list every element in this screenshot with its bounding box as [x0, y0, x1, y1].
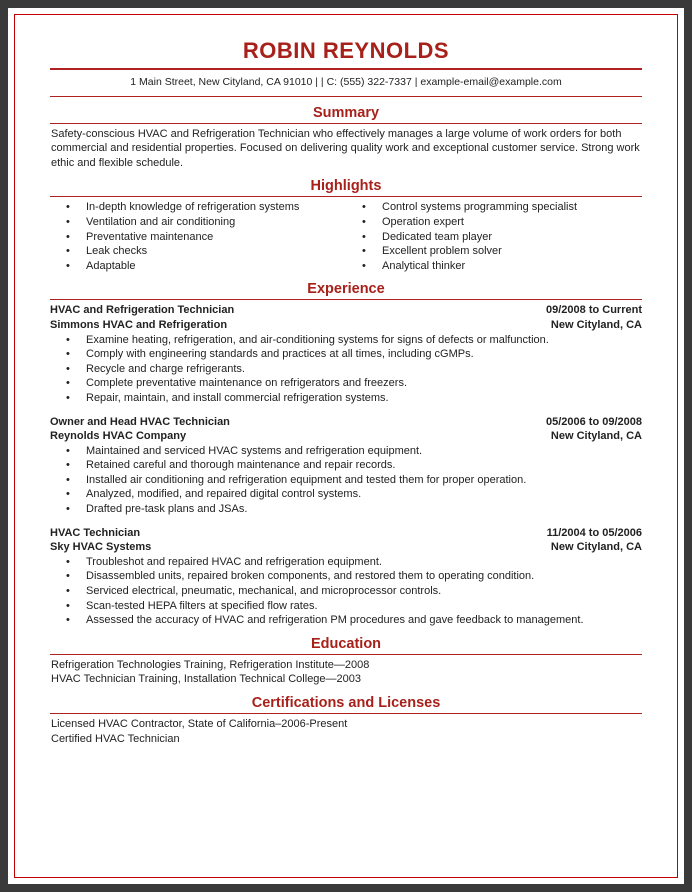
- job-bullet: • Assessed the accuracy of HVAC and refrigeration PM procedures and gave feedback to management.: [50, 613, 642, 628]
- job-company: Reynolds HVAC Company: [50, 430, 187, 443]
- job-entry: [50, 526, 642, 628]
- section-rule: [50, 654, 642, 655]
- job-company-row: [50, 540, 642, 555]
- job-company: Simmons HVAC and Refrigeration: [50, 318, 228, 331]
- job-entry: [50, 303, 642, 405]
- highlights-columns: [50, 200, 642, 273]
- job-location: New Cityland, CA: [550, 430, 642, 443]
- highlight-item: • Dedicated team player: [346, 230, 642, 245]
- job-title-row: [50, 526, 642, 541]
- job-bullet: • Repair, maintain, and install commercial refrigeration systems.: [50, 391, 642, 406]
- education-line: HVAC Technician Training, Installation Technical College—2003: [51, 673, 362, 686]
- highlight-item: • Control systems programming specialist: [346, 200, 642, 215]
- section-title-highlights: Highlights: [310, 178, 382, 195]
- summary-text: Safety-conscious HVAC and Refrigeration Technician who effectively manages a large volume of work orders for both commercial and residential properties. Focused on delivering quality work and exceptional customer service. Strong work ethic and flexible schedule.: [51, 127, 640, 169]
- job-company-row: [50, 318, 642, 333]
- certification-line: Certified HVAC Technician: [51, 732, 180, 745]
- job-bullet: • Maintained and serviced HVAC systems and refrigeration equipment.: [50, 444, 642, 459]
- highlight-item: • In-depth knowledge of refrigeration systems: [50, 200, 346, 215]
- section-rule: [50, 123, 642, 124]
- job-bullet: • Serviced electrical, pneumatic, mechanical, and microprocessor controls.: [50, 584, 642, 599]
- job-bullet: • Disassembled units, repaired broken components, and restored them to operating condition.: [50, 569, 642, 584]
- highlight-item: • Adaptable: [50, 259, 346, 274]
- highlight-item: • Leak checks: [50, 244, 346, 259]
- job-bullet: • Comply with engineering standards and practices at all times, including cGMPs.: [50, 347, 642, 362]
- job-dates: 11/2004 to 05/2006: [546, 526, 642, 539]
- job-company-row: [50, 429, 642, 444]
- job-bullets: [50, 444, 642, 517]
- job-role: Owner and Head HVAC Technician: [50, 415, 230, 428]
- highlight-item: • Preventative maintenance: [50, 230, 346, 245]
- last-name: REYNOLDS: [322, 38, 450, 63]
- first-name: ROBIN: [242, 38, 317, 63]
- resume-document: [50, 38, 642, 746]
- job-title-row: [50, 303, 642, 318]
- candidate-name: [50, 38, 642, 64]
- job-dates: 05/2006 to 09/2008: [545, 415, 642, 428]
- certification-line: Licensed HVAC Contractor, State of California–2006-Present: [51, 718, 348, 730]
- section-rule: [50, 196, 642, 197]
- highlight-item: • Ventilation and air conditioning: [50, 215, 346, 230]
- highlights-right-list: [346, 200, 642, 273]
- job-bullet: • Complete preventative maintenance on refrigerators and freezers.: [50, 376, 642, 391]
- job-location: New Cityland, CA: [550, 318, 642, 331]
- education-line: Refrigeration Technologies Training, Refrigeration Institute—2008: [51, 658, 370, 671]
- job-bullet: • Drafted pre-task plans and JSAs.: [50, 502, 642, 517]
- job-title-row: [50, 415, 642, 430]
- job-company: Sky HVAC Systems: [50, 541, 152, 554]
- highlight-item: • Analytical thinker: [346, 259, 642, 274]
- job-bullet: • Recycle and charge refrigerants.: [50, 362, 642, 377]
- job-entry: [50, 415, 642, 517]
- job-bullet: • Scan-tested HEPA filters at specified flow rates.: [50, 599, 642, 614]
- contact-line: 1 Main Street, New Cityland, CA 91010 | | C: (555) 322-7337 | example-email@example.com: [130, 76, 562, 88]
- job-role: HVAC and Refrigeration Technician: [50, 304, 235, 317]
- job-role: HVAC Technician: [50, 526, 141, 539]
- job-bullets: [50, 333, 642, 406]
- job-bullet: • Troubleshot and repaired HVAC and refrigeration equipment.: [50, 555, 642, 570]
- highlights-left-list: [50, 200, 346, 273]
- job-bullet: • Retained careful and thorough maintenance and repair records.: [50, 458, 642, 473]
- job-dates: 09/2008 to Current: [546, 304, 642, 317]
- job-bullet: • Analyzed, modified, and repaired digital control systems.: [50, 487, 642, 502]
- section-rule: [50, 299, 642, 300]
- job-bullets: [50, 555, 642, 628]
- section-title-summary: Summary: [312, 104, 380, 121]
- section-title-education: Education: [310, 635, 382, 652]
- job-location: New Cityland, CA: [550, 541, 642, 554]
- section-title-certifications: Certifications and Licenses: [251, 695, 441, 711]
- job-bullet: • Installed air conditioning and refrigeration equipment and tested them for proper operation.: [50, 473, 642, 488]
- section-rule: [50, 713, 642, 714]
- highlight-item: • Excellent problem solver: [346, 244, 642, 259]
- highlight-item: • Operation expert: [346, 215, 642, 230]
- section-title-experience: Experience: [307, 281, 385, 298]
- header-rule: [50, 68, 642, 70]
- job-bullet: • Examine heating, refrigeration, and air-conditioning systems for signs of defects or malfunction.: [50, 333, 642, 348]
- contact-rule: [50, 96, 642, 97]
